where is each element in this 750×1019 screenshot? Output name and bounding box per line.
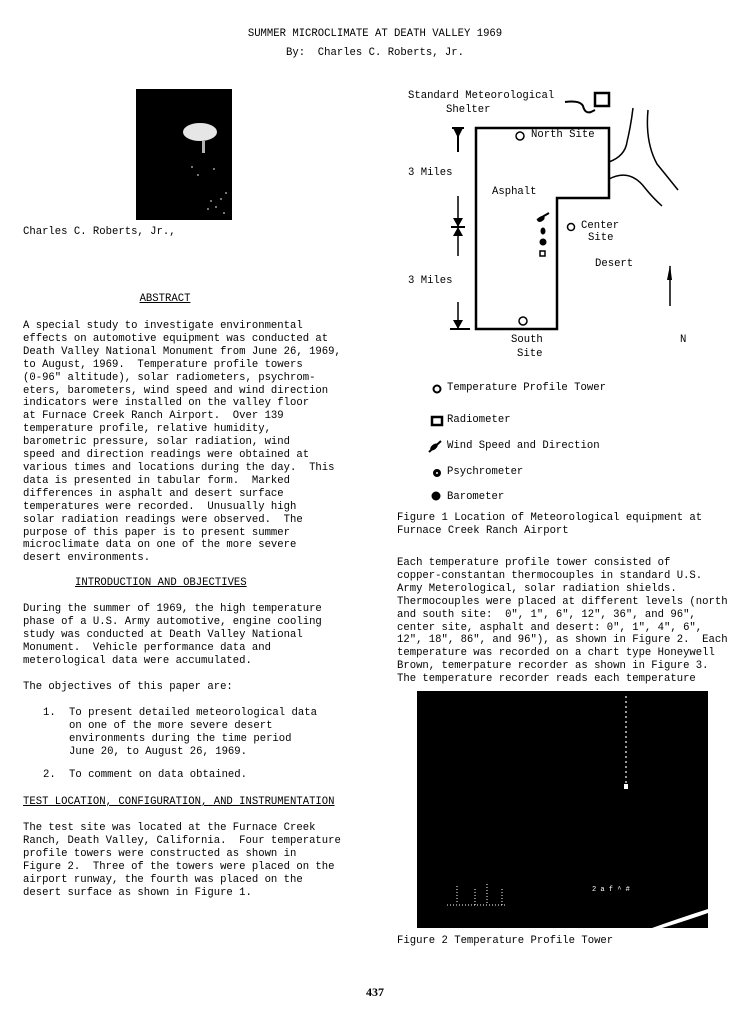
shelter-label-line1: Standard Meteorological xyxy=(408,90,555,102)
miles-top-label: 3 Miles xyxy=(408,167,453,179)
shelter-label-line2: Shelter xyxy=(446,104,491,116)
center-site-label-line2: Site xyxy=(588,232,614,244)
objective-2: To comment on data obtained. xyxy=(69,769,248,781)
figure-1-map xyxy=(395,80,745,370)
figure-2-caption: Figure 2 Temperature Profile Tower xyxy=(397,935,614,947)
introduction-heading: INTRODUCTION AND OBJECTIVES xyxy=(75,577,247,589)
legend-label-wind: Wind Speed and Direction xyxy=(447,440,600,452)
legend-label-barometer: Barometer xyxy=(447,491,505,503)
legend-label-psychrometer: Psychrometer xyxy=(447,466,524,478)
page-number: 437 xyxy=(366,985,384,999)
paper-byline: By: Charles C. Roberts, Jr. xyxy=(285,47,464,59)
paper-title: SUMMER MICROCLIMATE AT DEATH VALLEY 1969 xyxy=(247,28,503,40)
objective-number-2: 2. xyxy=(43,769,56,781)
introduction-body: During the summer of 1969, the high temperature phase of a U.S. Army automotive, engine cooling study was conducted at Death Valley National Monument. Vehicle performance data and meterological data were accumulated. xyxy=(23,603,322,667)
south-site-label-line1: South xyxy=(511,334,543,346)
square-icon xyxy=(432,417,442,425)
figure-2-photo xyxy=(417,691,708,928)
tower-photo-icon xyxy=(417,691,708,928)
author-photo xyxy=(136,89,232,220)
center-site-label-line1: Center xyxy=(581,220,620,232)
south-site-label-line2: Site xyxy=(517,348,543,360)
abstract-heading: ABSTRACT xyxy=(139,293,191,305)
open-circle-icon xyxy=(434,386,441,393)
objective-number-1: 1. xyxy=(43,707,56,719)
author-portrait-icon xyxy=(136,89,232,220)
filled-circle-icon xyxy=(432,492,441,501)
test-location-heading: TEST LOCATION, CONFIGURATION, AND INSTRUMENTATION xyxy=(23,796,335,808)
north-arrow-label: N xyxy=(680,334,687,346)
objective-1: To present detailed meteorological data on one of the more severe desert environments during the time period June 20, to August 26, 1969. xyxy=(69,707,317,758)
author-caption: Charles C. Roberts, Jr., xyxy=(23,226,176,238)
wind-vane-icon xyxy=(429,441,441,452)
legend-label-temperature-tower: Temperature Profile Tower xyxy=(447,382,606,394)
objectives-intro: The objectives of this paper are: xyxy=(23,681,233,693)
figure-1-caption: Figure 1 Location of Meteorological equipment at Furnace Creek Ranch Airport xyxy=(397,512,703,537)
figure-1-legend xyxy=(425,380,745,510)
site-map-diagram xyxy=(395,80,745,370)
desert-label: Desert xyxy=(595,258,634,270)
asphalt-label: Asphalt xyxy=(492,186,537,198)
abstract-body: A special study to investigate environmental effects on automotive equipment was conducted at Death Valley National Monument from June 26, 1969, to August, 1969. Temperature profile towers (0-96" altitude), solar radiometers, psychrom- eters, barometers, wind speed and wind direction indicators were installed on the valley floor at Furnace Creek Ranch Airport. Over 139 temperature profile, relative humidity, barometric pressure, solar radiation, wind speed and direction readings were obtained at various times and locations during the day. This data is presented in tabular form. Marked differences in asphalt and desert surface temperatures were recorded. Unusually high solar radiation readings were observed. The purpose of this paper is to present summer microclimate data on one of the more severe desert environments. xyxy=(23,320,341,565)
right-column-body: Each temperature profile tower consisted of copper-constantan thermocouples in standard U.S. Army Meterological, solar radiation shields. Thermocouples were placed at different levels (north and south site: 0", 1", 6", 12", 36", and 96", center site, asphalt and desert: 0", 1", 4", 6", 12", 18", 86", and 96"), as shown in Figure 2. Each temperature was recorded on a chart type Honeywell Brown, temerpature recorder as shown in Figure 3. The temperature recorder reads each temperature xyxy=(397,557,728,686)
legend-label-radiometer: Radiometer xyxy=(447,414,511,426)
north-site-label: North Site xyxy=(531,129,595,141)
test-location-body: The test site was located at the Furnace Creek Ranch, Death Valley, California. Four temperature profile towers were constructed as shown in Figure 2. Three of the towers were placed on the airport runway, the fourth was placed on the desert surface as shown in Figure 1. xyxy=(23,822,341,899)
miles-bottom-label: 3 Miles xyxy=(408,275,453,287)
svg-text:2 a f ^ #: 2 a f ^ # xyxy=(592,886,630,894)
